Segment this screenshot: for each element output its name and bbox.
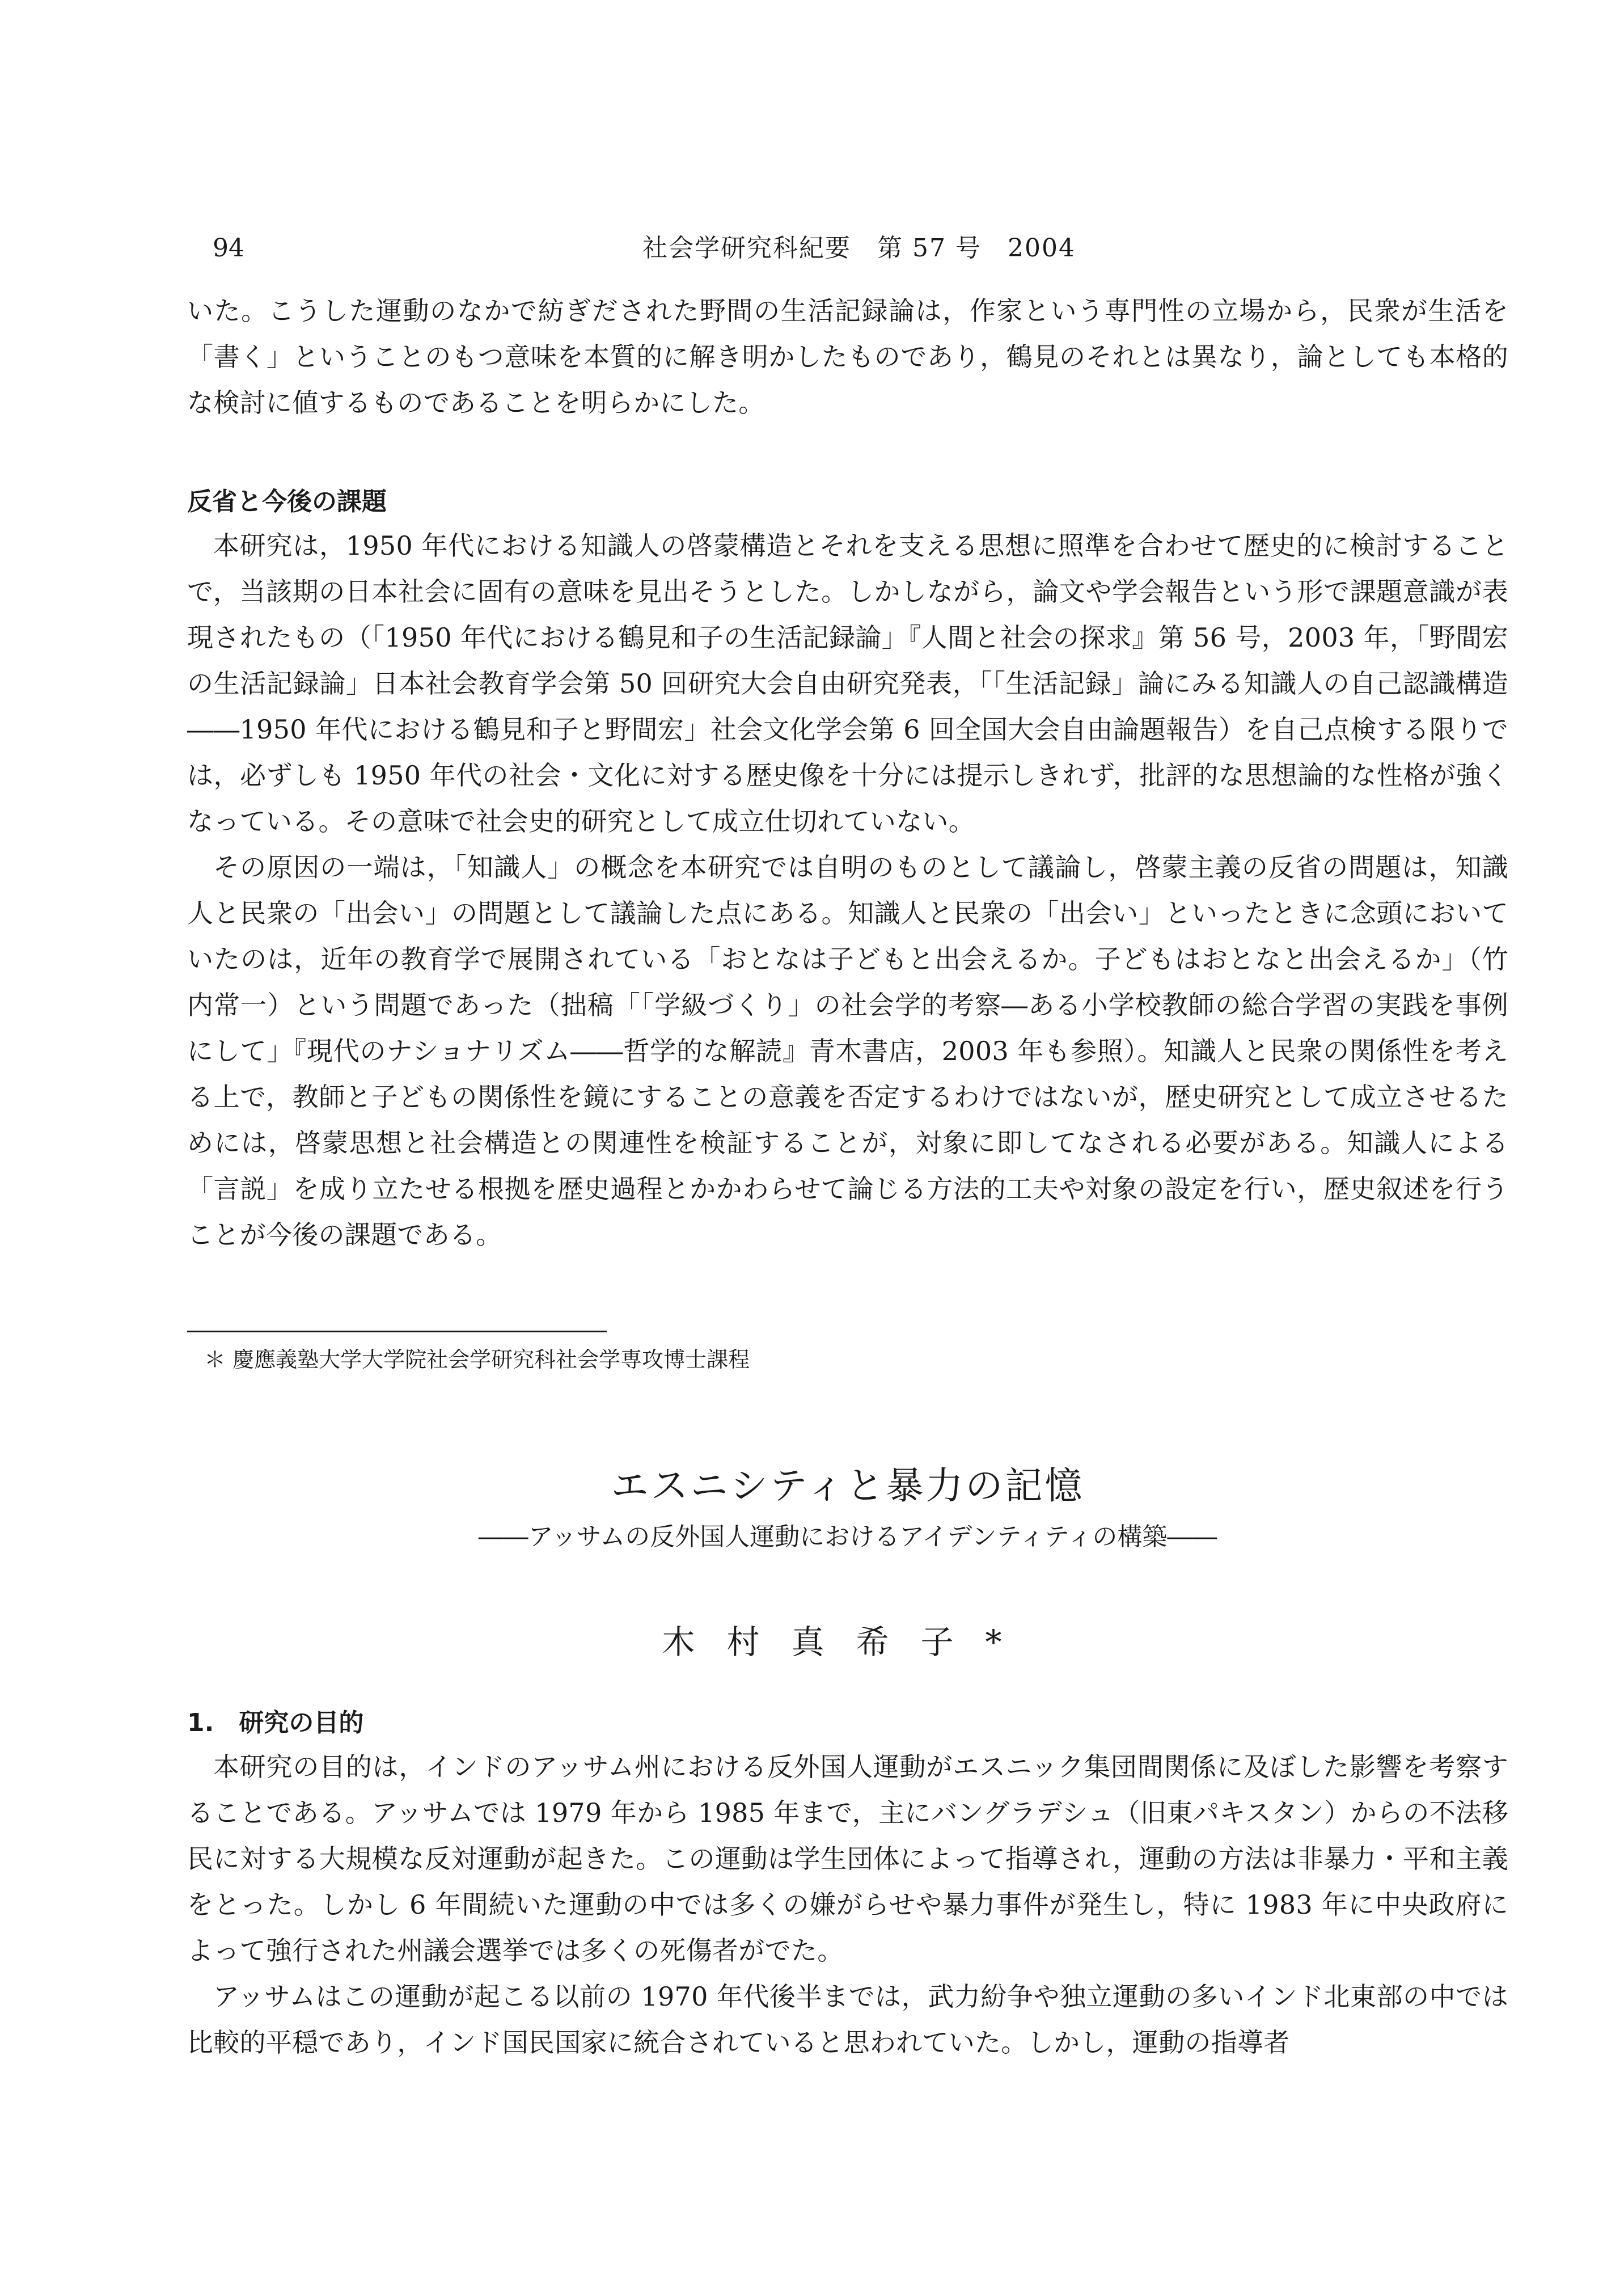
footnote-rule [187, 1331, 607, 1332]
journal-title: 社会学研究科紀要 第 57 号 2004 [642, 234, 1076, 263]
author-affiliation-footnote: ＊ 慶應義塾大学大学院社会学研究科社会学専攻博士課程 [204, 1347, 750, 1372]
section-heading-reflection: 反省と今後の課題 [187, 487, 387, 516]
reflection-section-body [187, 523, 1508, 1258]
purpose-section-body [187, 1744, 1508, 2066]
section-heading-purpose: 1. 研究の目的 [187, 1708, 364, 1737]
reflection-paragraph: その原因の一端は，「知識人」の概念を本研究では自明のものとして議論し，啓蒙主義の反省の問題は，知識人と民衆の「出会い」の問題として議論した点にある。知識人と民衆の「出会い」といったときに念頭においていたのは，近年の教育学で展開されている「おとなは子どもと出会えるか。子どもはおとなと出会えるか」（竹内常一）という問題であった（拙稿「「学級づくり」の社会学的考察―ある小学校教師の総合学習の実践を事例にして」『現代のナショナリズム――哲学的な解読』青木書店，2003 年も参照）。知識人と民衆の関係性を考える上で，教師と子どもの関係性を鏡にすることの意義を否定するわけではないが，歴史研究として成立させるためには，啓蒙思想と社会構造との関連性を検証することが，対象に即してなされる必要がある。知識人による「言説」を成り立たせる根拠を歴史過程とかかわらせて論じる方法的工夫や対象の設定を行い，歴史叙述を行うことが今後の課題である。 [187, 852, 1508, 1250]
author-name: 木村真希子* [662, 1623, 1034, 1661]
purpose-paragraph: 本研究の目的は，インドのアッサム州における反外国人運動がエスニック集団間関係に及ぼした影響を考察することである。アッサムでは 1979 年から 1985 年まで，主にバングラデシュ（旧東パキスタン）からの不法移民に対する大規模な反対運動が起きた。この運動は学生団体によって指導され，運動の方法は非暴力・平和主義をとった。しかし 6 年間続いた運動の中では多くの嫌がらせや暴力事件が発生し，特に 1983 年に中央政府によって強行された州議会選挙では多くの死傷者がでた。 [187, 1751, 1508, 1966]
reflection-paragraph: 本研究は，1950 年代における知識人の啓蒙構造とそれを支える思想に照準を合わせて歴史的に検討することで，当該期の日本社会に固有の意味を見出そうとした。しかしながら，論文や学会報告という形で課題意識が表現されたもの（「1950 年代における鶴見和子の生活記録論」『人間と社会の探求』第 56 号，2003 年，「野間宏の生活記録論」日本社会教育学会第 50 回研究大会自由研究発表，「「生活記録」論にみる知識人の自己認識構造――1950 年代における鶴見和子と野間宏」社会文化学会第 6 回全国大会自由論題報告）を自己点検する限りでは，必ずしも 1950 年代の社会・文化に対する歴史像を十分には提示しきれず，批評的な思想論的な性格が強くなっている。その意味で社会史的研究として成立仕切れていない。 [187, 530, 1508, 837]
article-title: エスニシティと暴力の記憶 [611, 1464, 1085, 1508]
closing-paragraph: いた。こうした運動のなかで紡ぎだされた野間の生活記録論は，作家という専門性の立場から，民衆が生活を「書く」ということのもつ意味を本質的に解き明かしたものであり，鶴見のそれとは異なり，論としても本格的な検討に値するものであることを明らかにした。 [187, 296, 1508, 418]
previous-article-closing [187, 288, 1508, 426]
running-header [213, 231, 1505, 265]
purpose-paragraph: アッサムはこの運動が起こる以前の 1970 年代後半までは，武力紛争や独立運動の多いインド北東部の中では比較的平穏であり，インド国民国家に統合されていると思われていた。しかし，運動の指導者 [187, 1981, 1508, 2058]
page-number: 94 [213, 234, 244, 263]
article-subtitle: ――アッサムの反外国人運動におけるアイデンティティの構築―― [478, 1522, 1217, 1551]
